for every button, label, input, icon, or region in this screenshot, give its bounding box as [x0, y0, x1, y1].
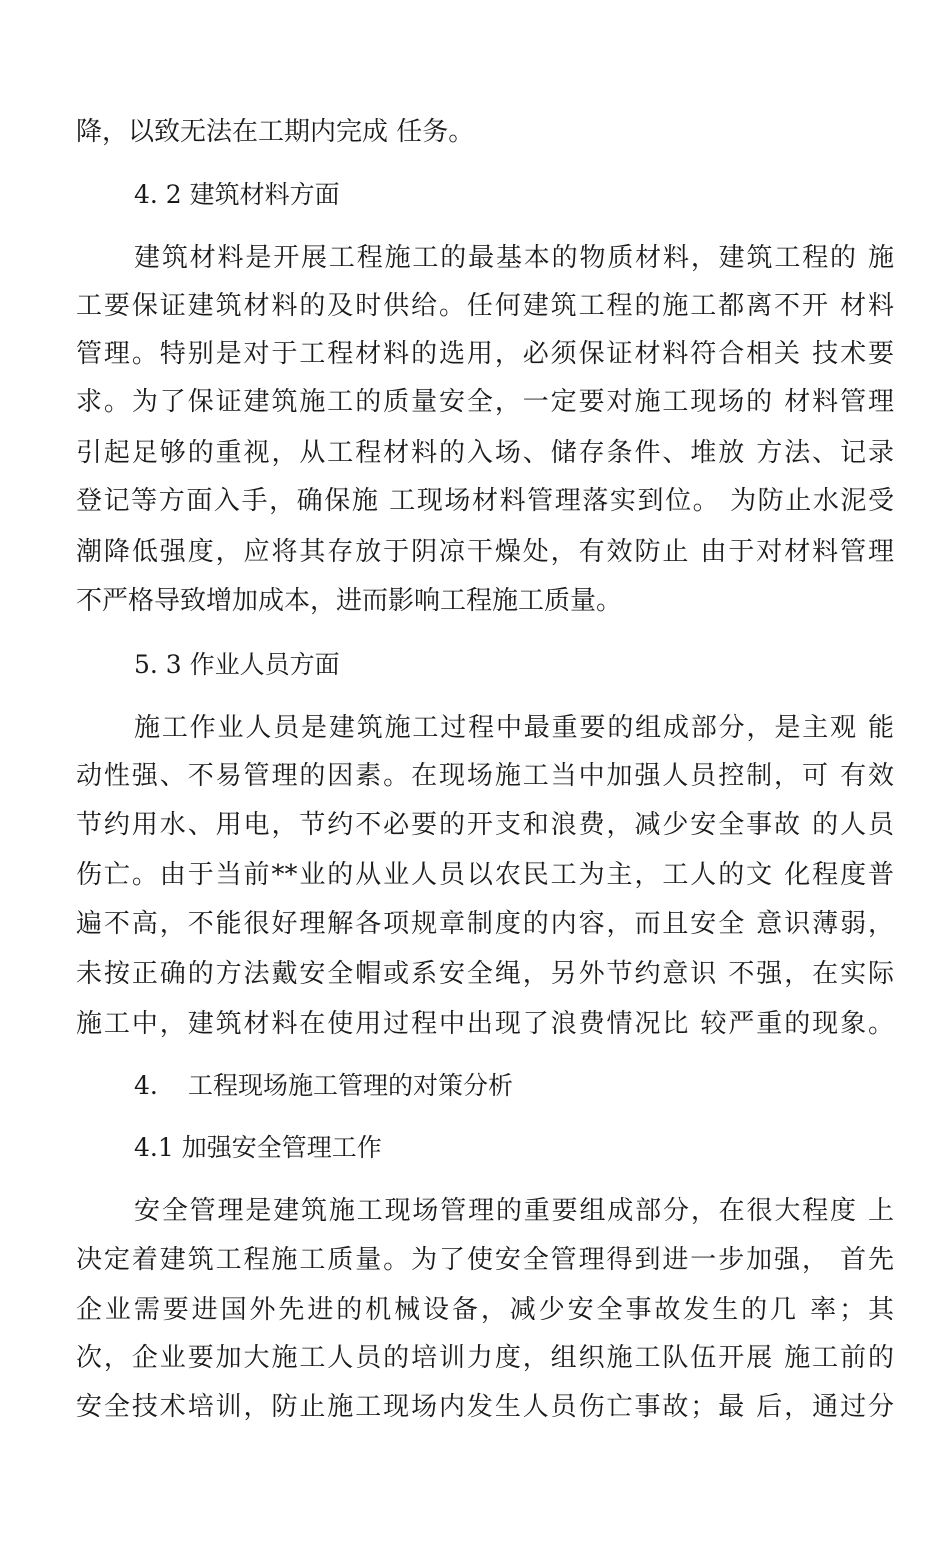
section-number: 4.: [134, 1071, 158, 1100]
section-heading-4-2: 4. 2 建筑材料方面: [134, 180, 340, 209]
paragraph-line: 管理。特别是对于工程材料的选用，必须保证材料符合相关 技术要: [76, 339, 894, 369]
paragraph-line: 施工中，建筑材料在使用过程中出现了浪费情况比 较严重的现象。: [76, 1009, 894, 1039]
paragraph-line: 动性强、不易管理的因素。在现场施工当中加强人员控制，可 有效: [76, 761, 894, 791]
section-heading-4: [134, 1066, 894, 1106]
section-heading-4-1: 4.1 加强安全管理工作: [134, 1133, 382, 1162]
paragraph-line: 安全技术培训，防止施工现场内发生人员伤亡事故；最 后，通过分: [76, 1392, 894, 1422]
paragraph-line: 求。为了保证建筑施工的质量安全，一定要对施工现场的 材料管理: [76, 387, 894, 417]
paragraph-line: 决定着建筑工程施工质量。为了使安全管理得到进一步加强， 首先: [76, 1245, 894, 1275]
paragraph-line: 安全管理是建筑施工现场管理的重要组成部分，在很大程度 上: [134, 1196, 894, 1226]
section-heading-5-3: 5. 3 作业人员方面: [134, 650, 340, 679]
paragraph-line: 伤亡。由于当前**业的从业人员以农民工为主，工人的文 化程度普: [76, 860, 894, 890]
paragraph-line: 引起足够的重视，从工程材料的入场、储存条件、堆放 方法、记录: [76, 438, 894, 468]
paragraph-line: 遍不高，不能很好理解各项规章制度的内容，而且安全 意识薄弱，: [76, 909, 894, 939]
paragraph-line: 建筑材料是开展工程施工的最基本的物质材料，建筑工程的 施: [134, 243, 894, 273]
paragraph-line: 节约用水、用电，节约不必要的开支和浪费，减少安全事故 的人员: [76, 810, 894, 840]
section-title: 工程现场施工管理的对策分析: [188, 1071, 514, 1100]
paragraph-line: 不严格导致增加成本，进而影响工程施工质量。: [76, 586, 623, 616]
paragraph-line: 工要保证建筑材料的及时供给。任何建筑工程的施工都离不开 材料: [76, 291, 894, 321]
paragraph-line: 登记等方面入手，确保施 工现场材料管理落实到位。 为防止水泥受: [76, 486, 894, 516]
paragraph-line: 未按正确的方法戴安全帽或系安全绳，另外节约意识 不强，在实际: [76, 959, 894, 989]
paragraph-line: 次，企业要加大施工人员的培训力度，组织施工队伍开展 施工前的: [76, 1343, 894, 1373]
paragraph-line: 施工作业人员是建筑施工过程中最重要的组成部分，是主观 能: [134, 713, 894, 743]
paragraph-line: 企业需要进国外先进的机械设备，减少安全事故发生的几 率；其: [76, 1295, 894, 1325]
paragraph-line: 降，以致无法在工期内完成 任务。: [76, 117, 475, 147]
paragraph-line: 潮降低强度，应将其存放于阴凉干燥处，有效防止 由于对材料管理: [76, 537, 894, 567]
